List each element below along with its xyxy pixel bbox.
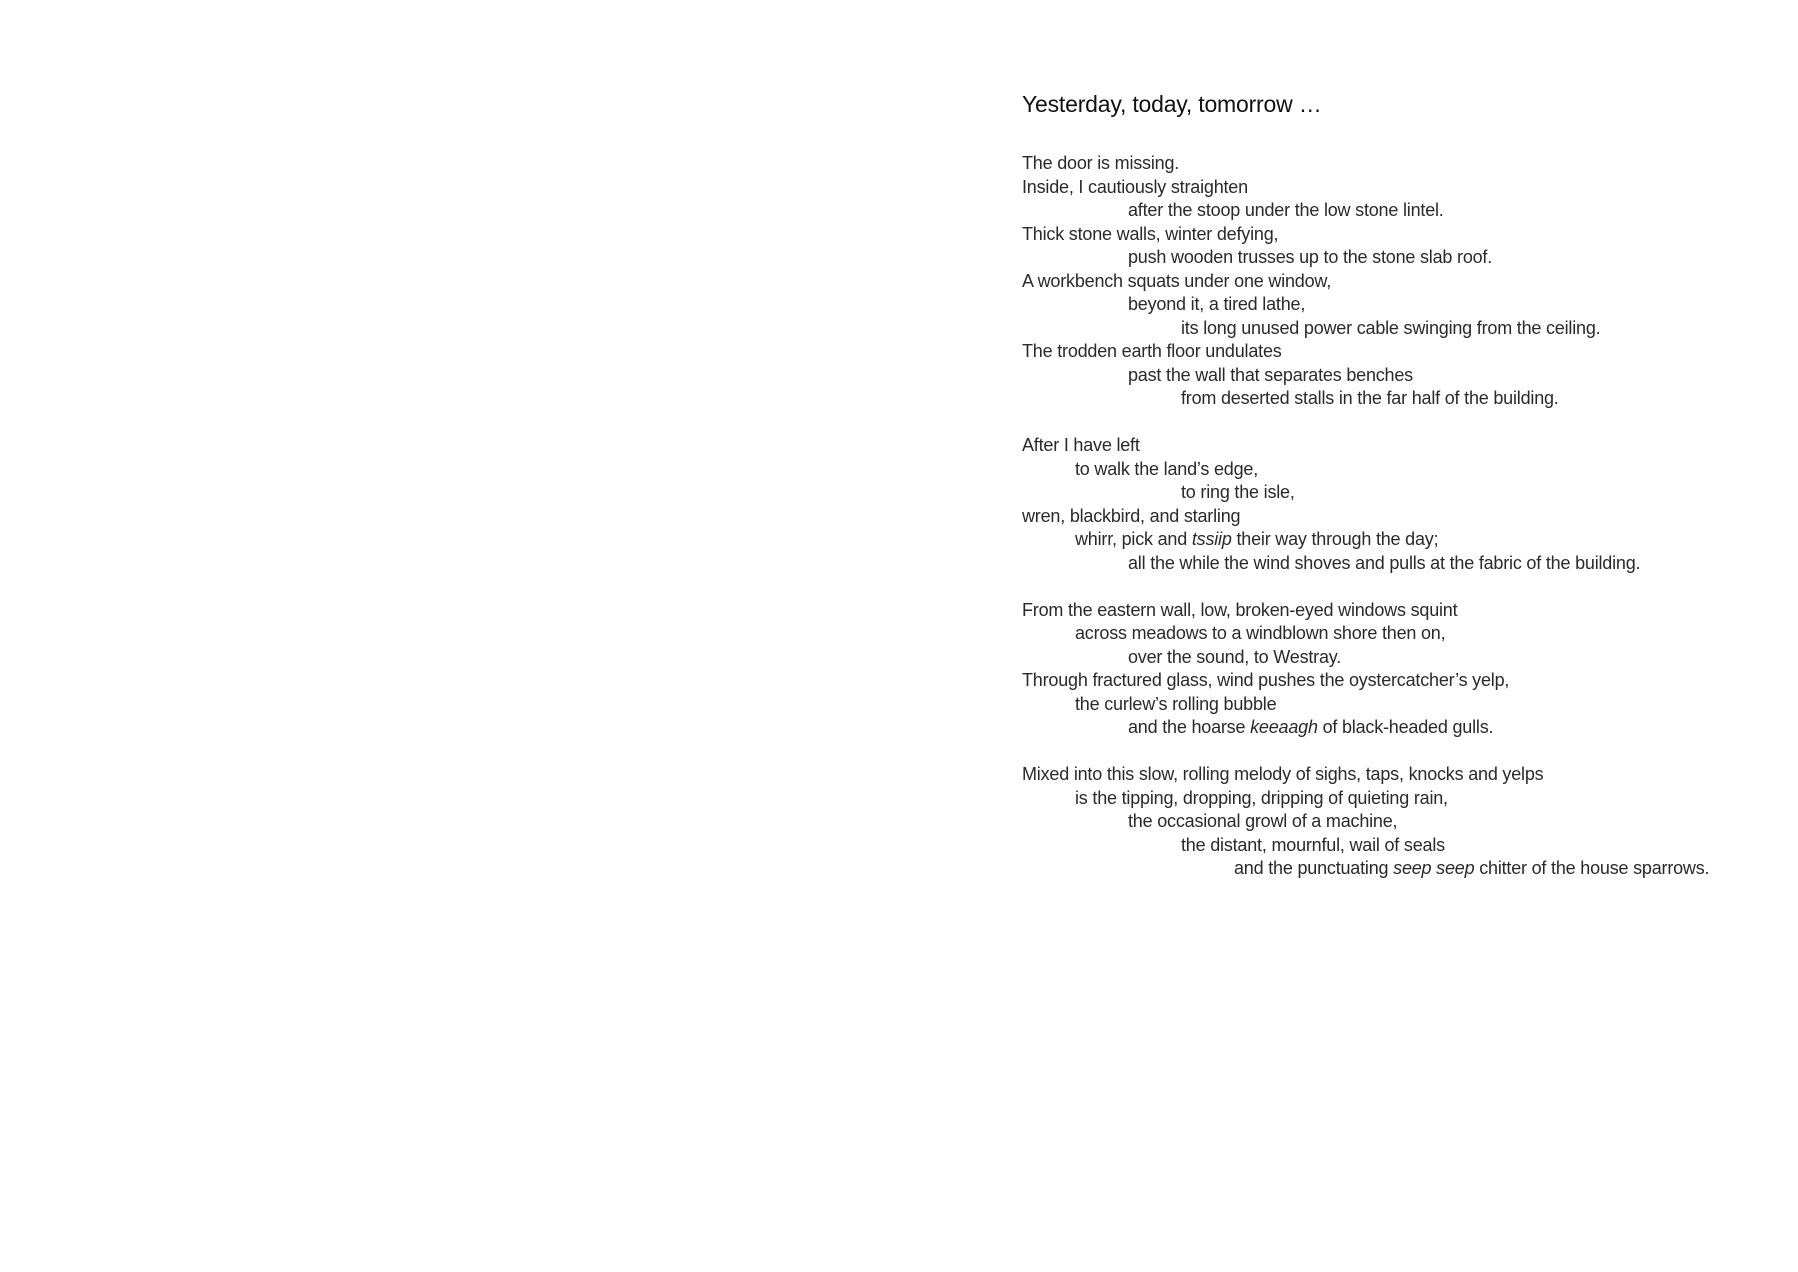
poem-line: [1022, 317, 1782, 341]
line-text: push wooden trusses up to the stone slab roof.: [1128, 247, 1493, 267]
poem-line: [1022, 387, 1782, 411]
poem-line: [1022, 505, 1782, 529]
line-text: the curlew’s rolling bubble: [1075, 693, 1277, 714]
poem-line: [1022, 481, 1782, 505]
line-text: From the eastern wall, low, broken-eyed windows squint: [1022, 599, 1458, 620]
poem-line: [1022, 528, 1782, 552]
line-text: and the punctuating: [1234, 858, 1394, 878]
line-text: and the hoarse: [1128, 717, 1251, 737]
line-text: After I have left: [1022, 435, 1140, 455]
line-text: of black-headed gulls.: [1317, 717, 1494, 737]
line-text: from deserted stalls in the far half of the building.: [1181, 388, 1559, 408]
poem-line: [1022, 199, 1782, 223]
line-text: Through fractured glass, wind pushes the oystercatcher’s yelp,: [1022, 670, 1510, 690]
line-text: Thick stone walls, winter defying,: [1022, 223, 1279, 244]
line-text: over the sound, to Westray.: [1128, 646, 1342, 667]
poem-line: [1022, 176, 1782, 200]
line-text: The trodden earth floor undulates: [1022, 341, 1282, 361]
poem-line: [1022, 810, 1782, 834]
poem-line: [1022, 152, 1782, 176]
poem-body: [1022, 152, 1782, 881]
poem-line: [1022, 622, 1782, 646]
poem-page: [1022, 86, 1782, 904]
line-text: whirr, pick and: [1075, 529, 1192, 549]
stanza: [1022, 763, 1782, 881]
poem-line: [1022, 270, 1782, 294]
line-text: across meadows to a windblown shore then on,: [1075, 623, 1446, 643]
poem-line: [1022, 293, 1782, 317]
poem-line: [1022, 340, 1782, 364]
line-text: past the wall that separates benches: [1128, 364, 1413, 385]
stanza: [1022, 434, 1782, 575]
line-text: Inside, I cautiously straighten: [1022, 176, 1248, 197]
poem-line: [1022, 787, 1782, 811]
poem-line: [1022, 364, 1782, 388]
line-text: The door is missing.: [1022, 153, 1180, 173]
italic-word: tssiip: [1191, 529, 1232, 549]
poem-line: [1022, 716, 1782, 740]
poem-line: [1022, 693, 1782, 717]
line-text: Mixed into this slow, rolling melody of sighs, taps, knocks and yelps: [1022, 764, 1544, 784]
line-text: their way through the day;: [1231, 529, 1439, 549]
line-text: beyond it, a tired lathe,: [1128, 294, 1306, 314]
line-text: the occasional growl of a machine,: [1128, 811, 1398, 831]
italic-word: keeaagh: [1250, 717, 1318, 737]
line-text: wren, blackbird, and starling: [1022, 505, 1241, 526]
line-text: all the while the wind shoves and pulls at the fabric of the building.: [1128, 552, 1641, 573]
line-text: A workbench squats under one window,: [1022, 270, 1332, 291]
poem-line: [1022, 552, 1782, 576]
poem-title: Yesterday, today, tomorrow …: [1022, 91, 1322, 117]
line-text: the distant, mournful, wail of seals: [1181, 834, 1445, 855]
poem-line: [1022, 223, 1782, 247]
line-text: to walk the land’s edge,: [1075, 458, 1258, 479]
poem-line: [1022, 763, 1782, 787]
poem-line: [1022, 434, 1782, 458]
stanza: [1022, 599, 1782, 740]
line-text: after the stoop under the low stone lintel.: [1128, 200, 1444, 220]
line-text: its long unused power cable swinging from the ceiling.: [1181, 317, 1601, 338]
poem-line: [1022, 246, 1782, 270]
poem-line: [1022, 646, 1782, 670]
poem-line: [1022, 458, 1782, 482]
poem-line: [1022, 834, 1782, 858]
line-text: is the tipping, dropping, dripping of quieting rain,: [1075, 787, 1448, 808]
poem-line: [1022, 857, 1782, 881]
poem-line: [1022, 669, 1782, 693]
poem-line: [1022, 599, 1782, 623]
line-text: to ring the isle,: [1181, 482, 1295, 502]
italic-word: seep seep: [1393, 858, 1475, 878]
stanza: [1022, 152, 1782, 411]
line-text: chitter of the house sparrows.: [1474, 858, 1710, 878]
